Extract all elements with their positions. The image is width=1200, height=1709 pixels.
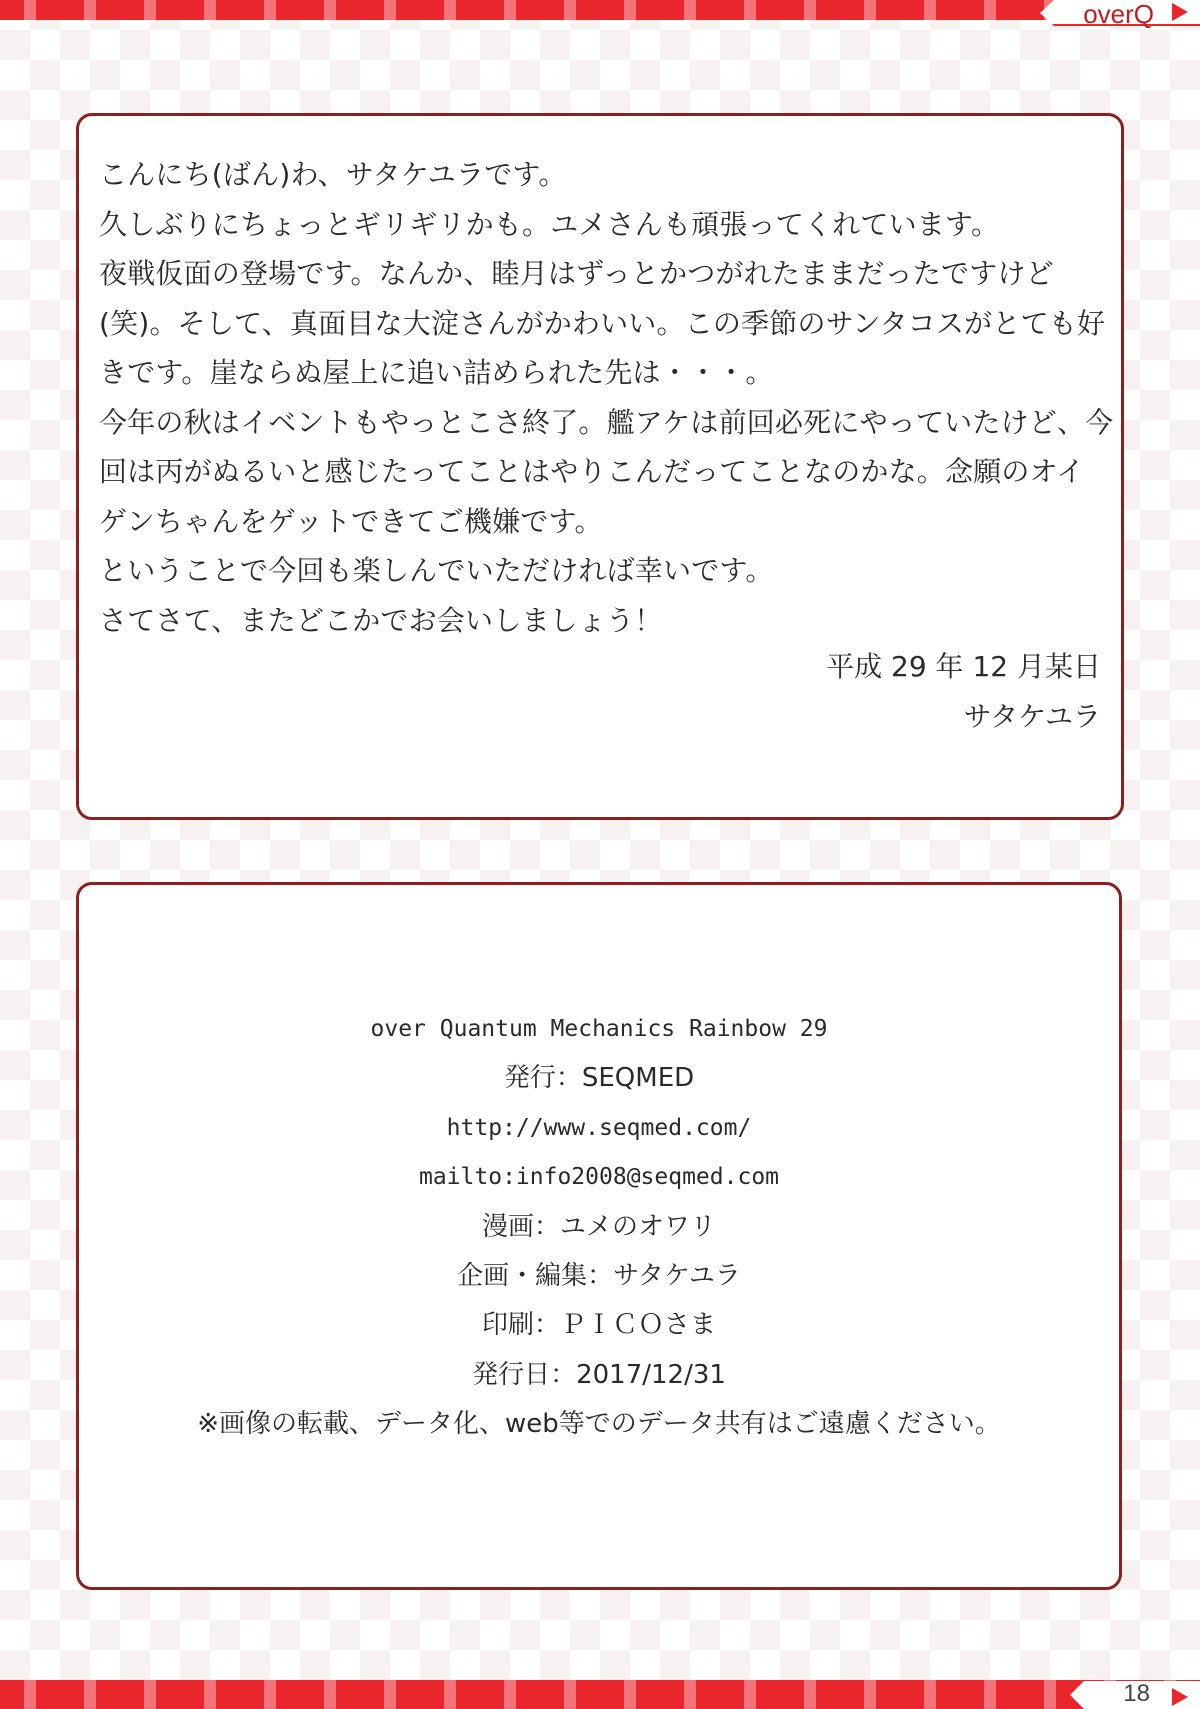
email-link[interactable]: mailto:info2008@seqmed.com: [418, 1164, 780, 1191]
colophon-body: [79, 1005, 1119, 1450]
message-line: 夜戦仮面の登場です。なんか、睦月はずっとかつがれたままだったですけど: [99, 257, 1054, 290]
message-body: [99, 150, 1114, 645]
printing-credit: 印刷：ＰＩＣＯさま: [481, 1310, 716, 1341]
planning-credit: 企画・編集：サタケユラ: [457, 1261, 741, 1292]
brand-logo: overQ: [1083, 0, 1154, 29]
arrow-right-icon: [1172, 1688, 1188, 1706]
message-line: きです。崖ならぬ屋上に追い詰められた先は・・・。: [99, 356, 774, 389]
message-line: さてさて、またどこかでお会いしましょう！: [99, 603, 663, 637]
manga-credit: 漫画：ユメのオワリ: [481, 1211, 716, 1242]
message-author: サタケユラ: [963, 700, 1101, 733]
issue-date: 発行日：2017/12/31: [472, 1359, 726, 1390]
message-line: 回は丙がぬるいと感じたってことはやりこんだってことなのかな。念願のオイ: [99, 455, 1085, 488]
message-box: [76, 113, 1124, 820]
message-line: 久しぶりにちょっとギリギリかも。ユメさんも頑張ってくれています。: [99, 207, 1000, 241]
message-line: ゲンちゃんをゲットできてご機嫌です。: [99, 504, 603, 538]
signature: [826, 642, 1101, 742]
copyright-notice: ※画像の転載、データ化、web等でのデータ共有はご遠慮ください。: [197, 1409, 1001, 1440]
colophon-box: [76, 882, 1122, 1590]
message-line: 今年の秋はイベントもやっとこさ終了。艦アケは前回必死にやっていたけど、今: [99, 405, 1114, 439]
arrow-right-icon: [1172, 3, 1188, 21]
page-number: 18: [1123, 1680, 1150, 1707]
website-link[interactable]: http://www.seqmed.com/: [446, 1114, 752, 1141]
message-date: 平成 29 年 12 月某日: [826, 650, 1101, 683]
bottom-stripe: [0, 1680, 1200, 1709]
publisher: 発行：SEQMED: [503, 1063, 695, 1094]
top-stripe: [0, 0, 1200, 20]
message-line: (笑)。そして、真面目な大淀さんがかわいい。この季節のサンタコスがとても好: [99, 306, 1106, 340]
message-line: こんにち(ばん)わ、サタケユラです。: [99, 158, 567, 191]
message-line: ということで今回も楽しんでいただければ幸いです。: [99, 554, 774, 587]
book-title: over Quantum Mechanics Rainbow 29: [370, 1016, 828, 1042]
